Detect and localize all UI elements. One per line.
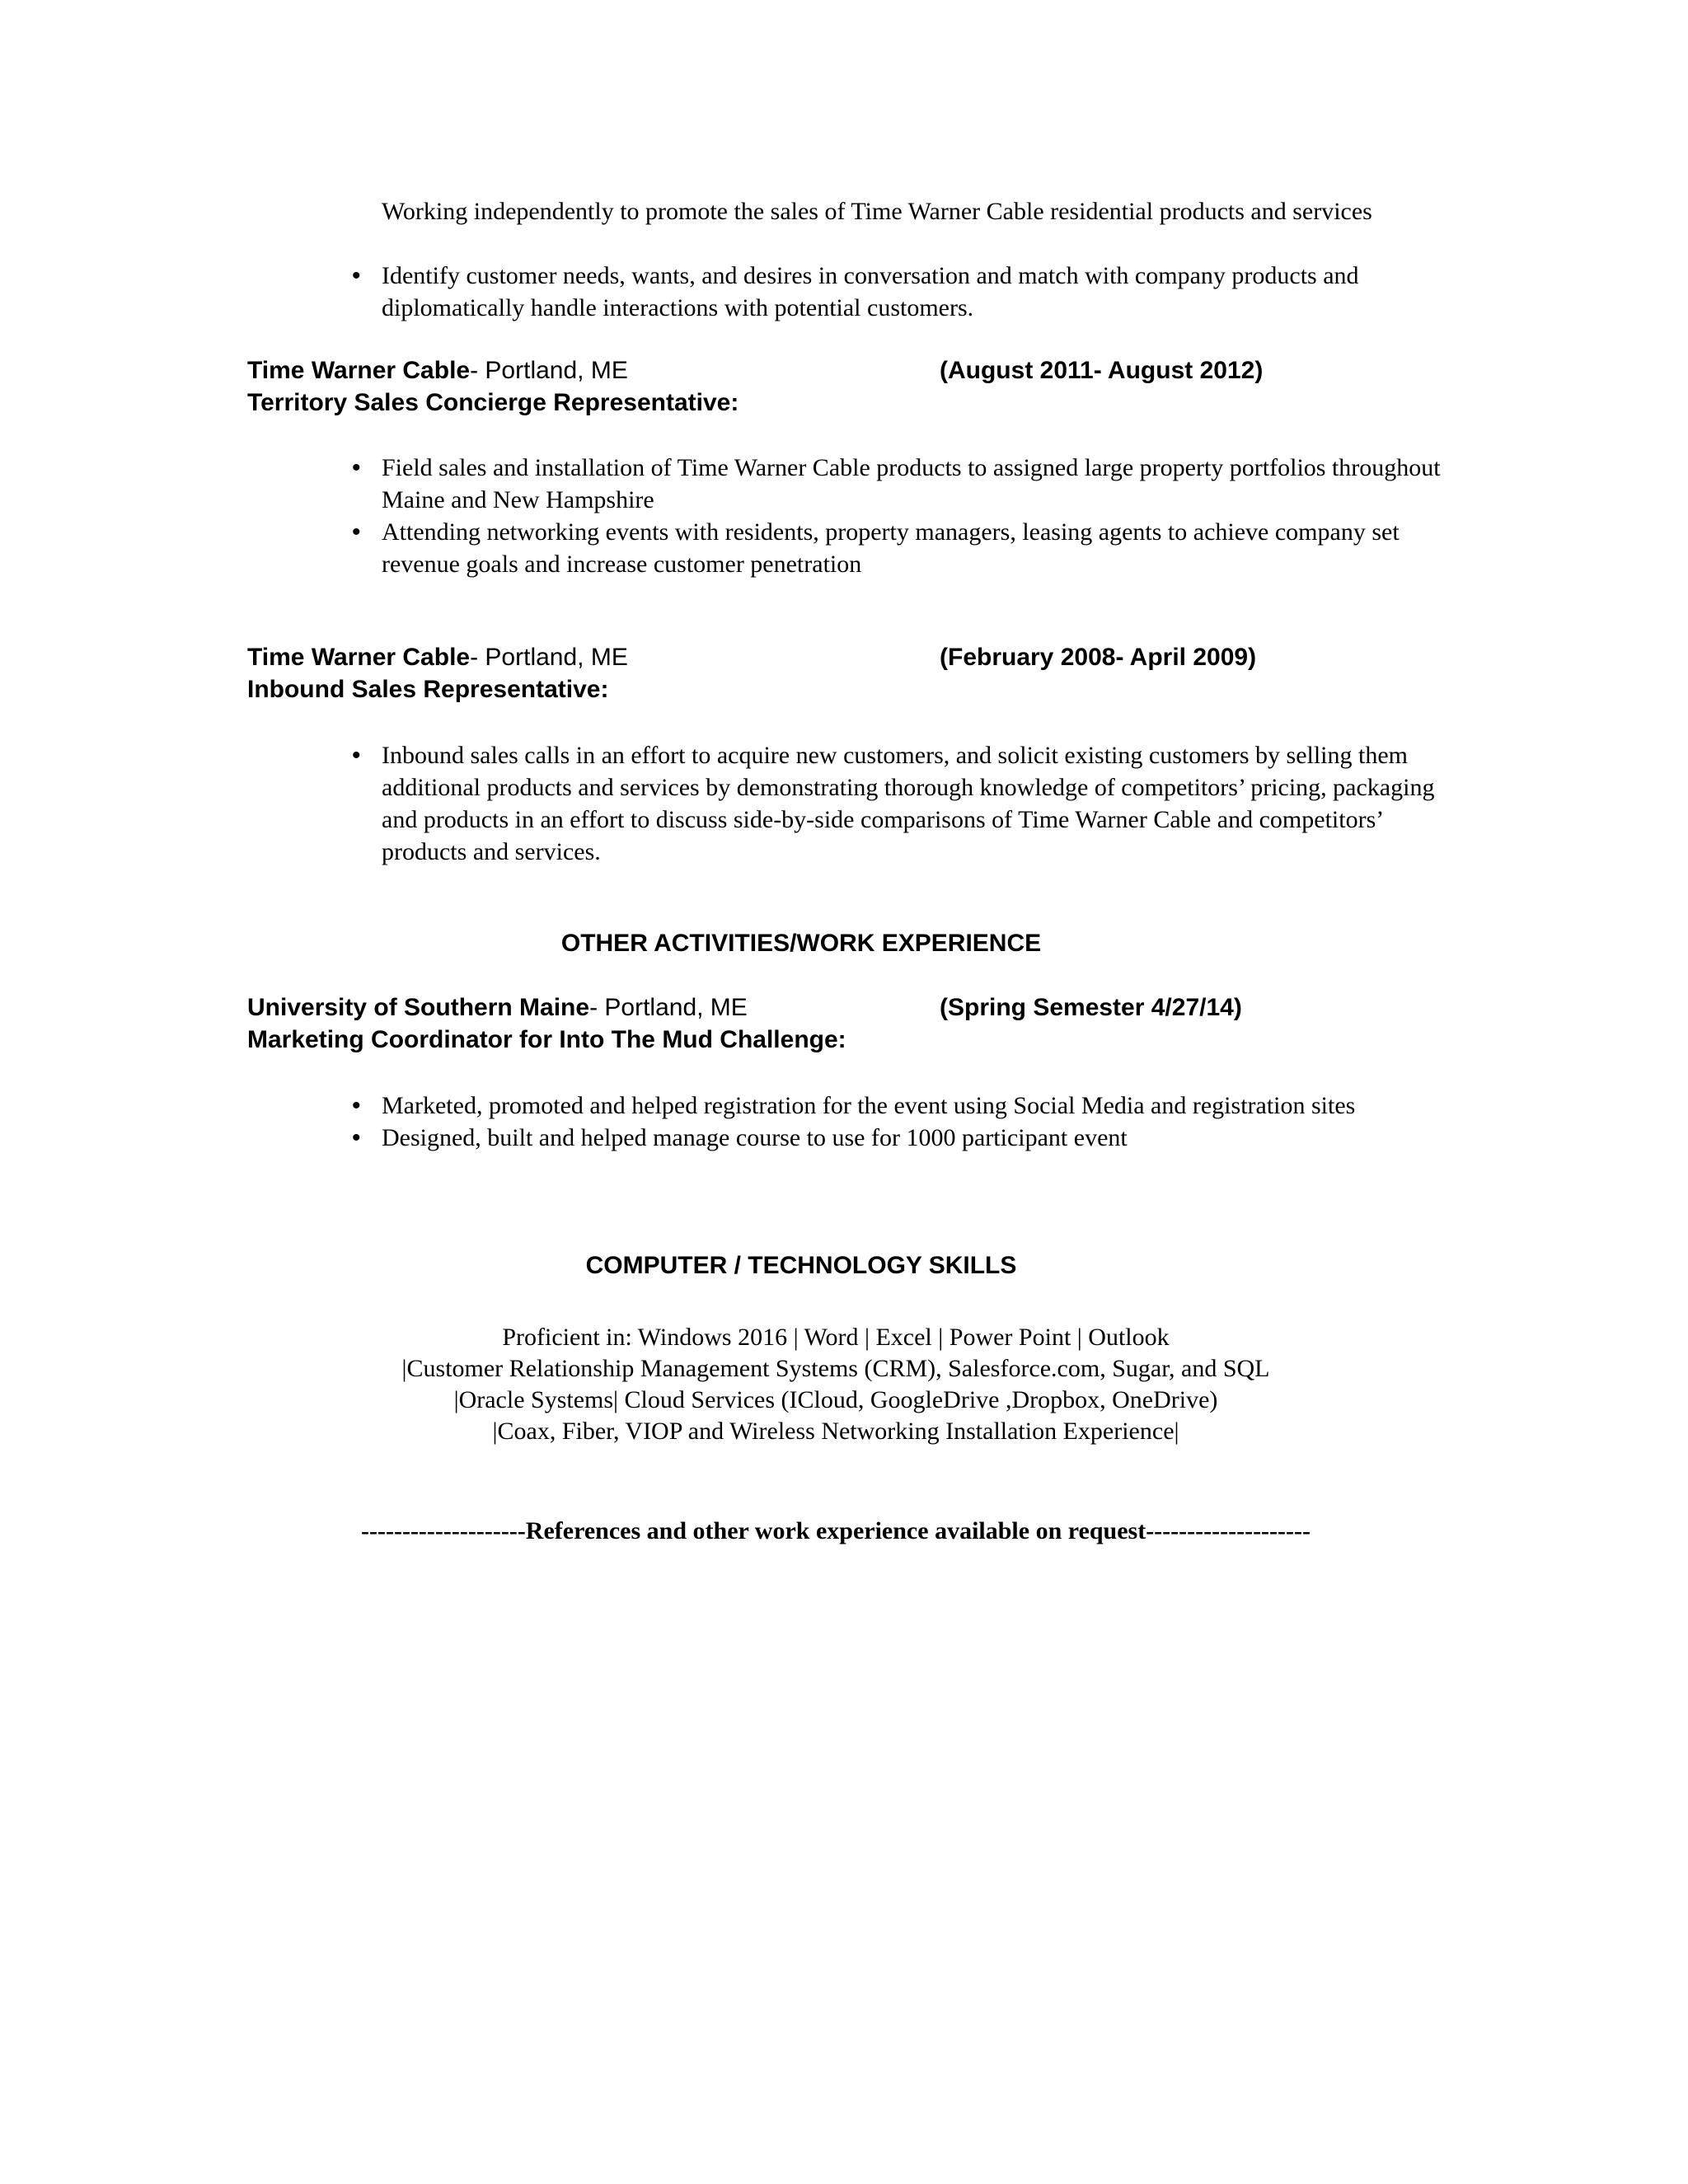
list-item: • Inbound sales calls in an effort to acquire new customers, and solicit existing customers by selling them additional products and services by demonstrating thorough knowledge of competitors’ pricing, packaging and products in an effort to discuss side-by-side comparisons of Time Warner Cable and competitors’ products and services. bbox=[382, 739, 1445, 868]
job-title: Marketing Coordinator for Into The Mud Challenge: bbox=[247, 1026, 846, 1053]
list-item: • Identify customer needs, wants, and desires in conversation and match with company products and diplomatically handle interactions with potential customers. bbox=[382, 260, 1445, 324]
skills-line: |Customer Relationship Management Systems (CRM), Salesforce.com, Sugar, and SQL bbox=[401, 1355, 1270, 1382]
company-name: Time Warner Cable bbox=[247, 357, 471, 384]
list-item: • Marketed, promoted and helped registration for the event using Social Media and registration sites bbox=[382, 1090, 1445, 1122]
other-activities-heading: OTHER ACTIVITIES/WORK EXPERIENCE bbox=[560, 930, 1042, 957]
job-header-2 bbox=[247, 641, 1484, 705]
skills-line: |Coax, Fiber, VIOP and Wireless Networking Installation Experience| bbox=[492, 1418, 1179, 1445]
other-activity-bullets bbox=[382, 1090, 1445, 1154]
intro-text: Working independently to promote the sales of Time Warner Cable residential products and services bbox=[382, 198, 1372, 225]
skills-heading: COMPUTER / TECHNOLOGY SKILLS bbox=[585, 1252, 1017, 1279]
job-title: Inbound Sales Representative: bbox=[247, 676, 609, 703]
list-item: • Attending networking events with residents, property managers, leasing agents to achieve company set revenue goals and increase customer penetration bbox=[382, 516, 1445, 580]
job-dates: (February 2008- April 2009) bbox=[940, 644, 1257, 671]
job-dates: (August 2011- August 2012) bbox=[940, 357, 1264, 384]
job-title: Territory Sales Concierge Representative: bbox=[247, 389, 739, 416]
company-name: University of Southern Maine bbox=[247, 994, 590, 1021]
list-item: • Designed, built and helped manage course to use for 1000 participant event bbox=[382, 1122, 1445, 1154]
intro-bullets bbox=[382, 260, 1445, 324]
skills-list bbox=[0, 1321, 1672, 1446]
list-item: • Field sales and installation of Time Warner Cable products to assigned large property portfolios throughout Maine and New Hampshire bbox=[382, 452, 1445, 516]
company-location: - Portland, ME bbox=[470, 357, 628, 384]
job-2-bullets bbox=[382, 739, 1445, 868]
job-1-bullets bbox=[382, 452, 1445, 580]
skills-line: |Oracle Systems| Cloud Services (ICloud, GoogleDrive ,Dropbox, OneDrive) bbox=[453, 1386, 1218, 1413]
company-name: Time Warner Cable bbox=[247, 644, 471, 671]
other-activity-header bbox=[247, 991, 1484, 1056]
skills-line: Proficient in: Windows 2016 | Word | Excel | Power Point | Outlook bbox=[502, 1324, 1170, 1351]
company-location: - Portland, ME bbox=[470, 644, 628, 671]
job-dates: (Spring Semester 4/27/14) bbox=[940, 994, 1242, 1021]
company-location: - Portland, ME bbox=[589, 994, 748, 1021]
job-header-1 bbox=[247, 354, 1484, 419]
references-note: --------------------References and other work experience available on request-------------------- bbox=[361, 1517, 1311, 1544]
